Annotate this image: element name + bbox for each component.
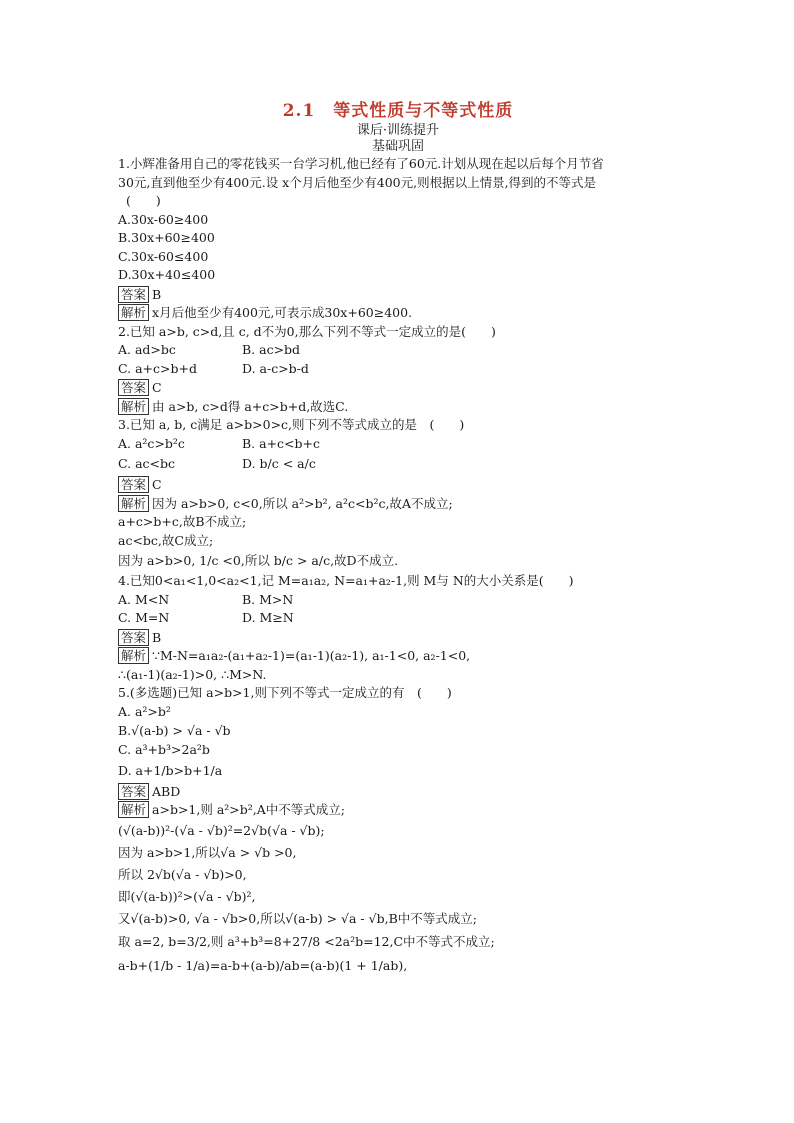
q3-options-row2	[118, 453, 678, 475]
q1-analysis-text: x月后他至少有400元,可表示成30x+60≥400.	[152, 305, 413, 320]
q3-analysis-text-1: 因为 a>b>0, c<0,所以 a²>b², a²c<b²c,故A不成立;	[152, 495, 453, 511]
q3-answer	[118, 476, 678, 495]
q5-option-b: B.√(a-b) > √a - √b	[118, 723, 231, 738]
q2-options-row1	[118, 341, 678, 360]
section-title: 2.1 等式性质与不等式性质	[282, 101, 514, 121]
q3-analysis-line1	[118, 495, 678, 514]
analysis-label: 解析	[118, 304, 149, 321]
answer-label: 答案	[118, 379, 149, 396]
q5-analysis-line8: a-b+(1/b - 1/a)=a-b+(a-b)/ab=(a-b)(1 + 1/ab),	[118, 957, 408, 973]
q3-analysis-line2: a+c>b+c,故B不成立;	[118, 514, 247, 529]
q3-option-d: D. b/c < a/c	[242, 456, 316, 471]
q4-analysis-text-1: ∵M-N=a₁a₂-(a₁+a₂-1)=(a₁-1)(a₂-1), a₁-1<0, a₂-1<0,	[152, 648, 471, 663]
q5-stem: 5.(多选题)已知 a>b>1,则下列不等式一定成立的有 ( )	[118, 685, 452, 700]
q1-analysis	[118, 304, 678, 323]
q1-answer	[118, 286, 678, 305]
q4-analysis-line2: ∴(a₁-1)(a₂-1)>0, ∴M>N.	[118, 666, 267, 682]
answer-label: 答案	[118, 476, 149, 493]
q3-analysis-line4: 因为 a>b>0, 1/c <0,所以 b/c > a/c,故D不成立.	[118, 553, 399, 568]
q4-analysis-line1	[118, 647, 678, 666]
q5-analysis-line3: 因为 a>b>1,所以√a > √b >0,	[118, 844, 297, 860]
q2-option-b: B. ac>bd	[242, 342, 301, 357]
q2-stem: 2.已知 a>b, c>d,且 c, d不为0,那么下列不等式一定成立的是( )	[118, 323, 496, 339]
q1-option-c: C.30x-60≤400	[118, 248, 209, 264]
subtitle-practice: 课后·训练提升	[356, 123, 440, 138]
q4-answer-value: B	[152, 629, 162, 645]
q3-option-b: B. a+c<b+c	[242, 435, 321, 451]
q4-option-c: C. M=N	[118, 610, 170, 625]
question-5	[118, 684, 678, 978]
q5-option-a: A. a²>b²	[118, 703, 171, 719]
analysis-label: 解析	[118, 801, 149, 818]
q5-analysis-line6: 又√(a-b)>0, √a - √b>0,所以√(a-b) > √a - √b,B中不等式成立;	[118, 910, 477, 926]
q5-analysis-text-1: a>b>1,则 a²>b²,A中不等式成立;	[152, 802, 345, 817]
q4-options-row1	[118, 591, 678, 610]
q3-analysis-line3: ac<bc,故C成立;	[118, 532, 214, 548]
q5-answer-value: ABD	[152, 783, 181, 799]
q2-option-c: C. a+c>b+d	[118, 360, 197, 376]
q2-analysis-text: 由 a>b, c>d得 a+c>b+d,故选C.	[152, 398, 349, 414]
q3-option-c: C. ac<bc	[118, 456, 175, 471]
subtitle-basic: 基础巩固	[371, 139, 424, 154]
question-1	[118, 155, 678, 323]
answer-label: 答案	[118, 286, 149, 303]
q4-stem: 4.已知0<a₁<1,0<a₂<1,记 M=a₁a₂, N=a₁+a₂-1,则 M与 N的大小关系是( )	[118, 573, 574, 588]
q3-options-row1	[118, 435, 678, 454]
q1-answer-value: B	[152, 286, 162, 302]
q1-option-b: B.30x+60≥400	[118, 230, 215, 245]
q5-answer	[118, 783, 678, 802]
q2-option-a: A. ad>bc	[118, 342, 176, 357]
q4-options-row2	[118, 609, 678, 628]
q2-option-d: D. a-c>b-d	[242, 360, 309, 376]
analysis-label: 解析	[118, 647, 149, 664]
q1-stem-line2: 30元,直到他至少有400元.设 x个月后他至少有400元,则根据以上情景,得到的不等式是	[118, 174, 597, 190]
q5-analysis-line4: 所以 2√b(√a - √b)>0,	[118, 866, 247, 882]
q2-analysis	[118, 398, 678, 417]
q1-stem-line1: 1.小辉准备用自己的零花钱买一台学习机,他已经有了60元.计划从现在起以后每个月节省	[118, 156, 604, 171]
q5-analysis-line2: (√(a-b))²-(√a - √b)²=2√b(√a - √b);	[118, 822, 325, 838]
q5-analysis-line7: 取 a=2, b=3/2,则 a³+b³=8+27/8 <2a²b=12,C中不等式不成立;	[118, 933, 495, 949]
answer-label: 答案	[118, 629, 149, 646]
question-3	[118, 416, 678, 572]
q4-option-a: A. M<N	[118, 591, 170, 607]
q5-option-c: C. a³+b³>2a²b	[118, 742, 210, 757]
q1-option-a: A.30x-60≥400	[118, 211, 209, 227]
q4-answer	[118, 629, 678, 648]
q2-answer	[118, 379, 678, 398]
q4-option-d: D. M≥N	[242, 610, 294, 625]
answer-label: 答案	[118, 783, 149, 800]
document-page	[118, 96, 678, 978]
q5-analysis-line1	[118, 801, 678, 820]
analysis-label: 解析	[118, 398, 149, 415]
q3-stem: 3.已知 a, b, c满足 a>b>0>c,则下列不等式成立的是 ( )	[118, 417, 465, 432]
question-2	[118, 323, 678, 417]
q3-answer-value: C	[152, 477, 162, 492]
q5-option-d: D. a+1/b>b+1/a	[118, 762, 223, 778]
q2-options-row2	[118, 360, 678, 379]
q4-option-b: B. M>N	[242, 591, 294, 607]
q1-blank: ( )	[126, 193, 161, 208]
q3-option-a: A. a²c>b²c	[118, 435, 185, 451]
q2-answer-value: C	[152, 380, 162, 395]
analysis-label: 解析	[118, 495, 149, 512]
question-4	[118, 572, 678, 684]
q5-analysis-line5: 即(√(a-b))²>(√a - √b)²,	[118, 888, 256, 904]
q1-option-d: D.30x+40≤400	[118, 267, 216, 282]
